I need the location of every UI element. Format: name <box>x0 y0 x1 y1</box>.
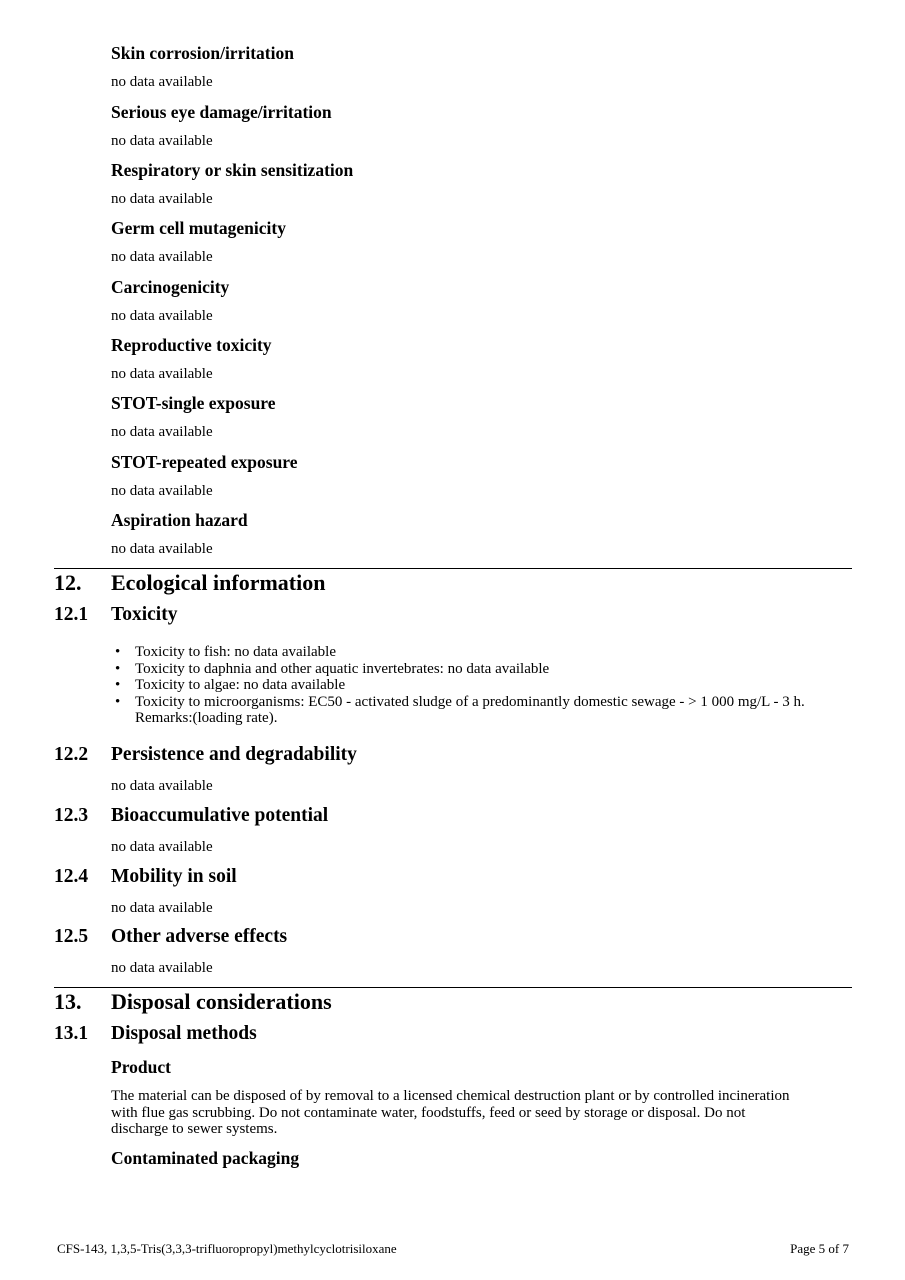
section-title: Disposal considerations <box>111 989 332 1014</box>
subsection-title: Other adverse effects <box>111 926 288 947</box>
subsection-text: no data available <box>111 960 213 976</box>
bullet-icon: • <box>115 693 121 710</box>
subsection-text: no data available <box>111 839 213 855</box>
subsection-title: Mobility in soil <box>111 866 237 887</box>
heading-carcinogenicity: Carcinogenicity <box>111 277 230 297</box>
text-stot-single: no data available <box>111 424 213 440</box>
list-item <box>111 644 811 661</box>
text-skin-corrosion: no data available <box>111 74 213 90</box>
list-item-text: Toxicity to algae: no data available <box>135 677 346 693</box>
list-item-text: Toxicity to microorganisms: EC50 - activated sludge of a predominantly domestic sewage - > 1 000 mg/L - 3 h. Remarks:(loading rate). <box>135 693 805 726</box>
text-reproductive: no data available <box>111 366 213 382</box>
subsection-title: Bioaccumulative potential <box>111 805 329 826</box>
product-text: The material can be disposed of by removal to a licensed chemical destruction plant or by controlled incineration with flue gas scrubbing. Do not contaminate water, foodstuffs, feed or seed by storage or disposal. Do not discharge to sewer systems. <box>111 1088 790 1137</box>
text-carcinogenicity: no data available <box>111 308 213 324</box>
section-title: Ecological information <box>111 570 326 595</box>
section-number: 13. <box>54 989 82 1014</box>
list-item-text: Toxicity to daphnia and other aquatic invertebrates: no data available <box>135 660 550 677</box>
toxicity-list <box>111 644 811 727</box>
section-divider <box>54 568 852 569</box>
footer-page-number: Page 5 of 7 <box>790 1241 849 1256</box>
section-number: 12. <box>54 570 82 595</box>
subsection-number: 12.3 <box>54 805 89 826</box>
bullet-icon: • <box>115 660 121 677</box>
heading-stot-repeated: STOT-repeated exposure <box>111 452 298 472</box>
text-eye-damage: no data available <box>111 133 213 149</box>
list-item <box>111 661 811 678</box>
subsection-title: Toxicity <box>111 604 178 625</box>
subsection-number: 12.5 <box>54 926 89 947</box>
heading-stot-single: STOT-single exposure <box>111 393 276 413</box>
list-item <box>111 677 811 694</box>
subsection-text: no data available <box>111 900 213 916</box>
subsection-title: Persistence and degradability <box>111 744 357 765</box>
heading-mutagenicity: Germ cell mutagenicity <box>111 218 286 238</box>
list-item-text: Toxicity to fish: no data available <box>135 644 336 660</box>
footer-product-name: CFS-143, 1,3,5-Tris(3,3,3-trifluoropropyl)methylcyclotrisiloxane <box>57 1241 397 1256</box>
heading-eye-damage: Serious eye damage/irritation <box>111 102 332 122</box>
packaging-heading: Contaminated packaging <box>111 1148 300 1168</box>
product-heading: Product <box>111 1057 171 1077</box>
heading-skin-corrosion: Skin corrosion/irritation <box>111 43 294 63</box>
bullet-icon: • <box>115 644 121 660</box>
text-sensitization: no data available <box>111 191 213 207</box>
list-item <box>111 694 811 727</box>
text-stot-repeated: no data available <box>111 483 213 499</box>
heading-aspiration: Aspiration hazard <box>111 510 248 530</box>
subsection-text: no data available <box>111 778 213 794</box>
heading-reproductive: Reproductive toxicity <box>111 335 272 355</box>
subsection-number: 12.1 <box>54 604 89 625</box>
text-mutagenicity: no data available <box>111 249 213 265</box>
subsection-number: 12.4 <box>54 866 89 887</box>
subsection-number: 12.2 <box>54 744 89 765</box>
subsection-title: Disposal methods <box>111 1023 257 1044</box>
subsection-number: 13.1 <box>54 1023 89 1044</box>
bullet-icon: • <box>115 677 121 693</box>
text-aspiration: no data available <box>111 541 213 557</box>
heading-sensitization: Respiratory or skin sensitization <box>111 160 354 180</box>
section-divider <box>54 987 852 988</box>
